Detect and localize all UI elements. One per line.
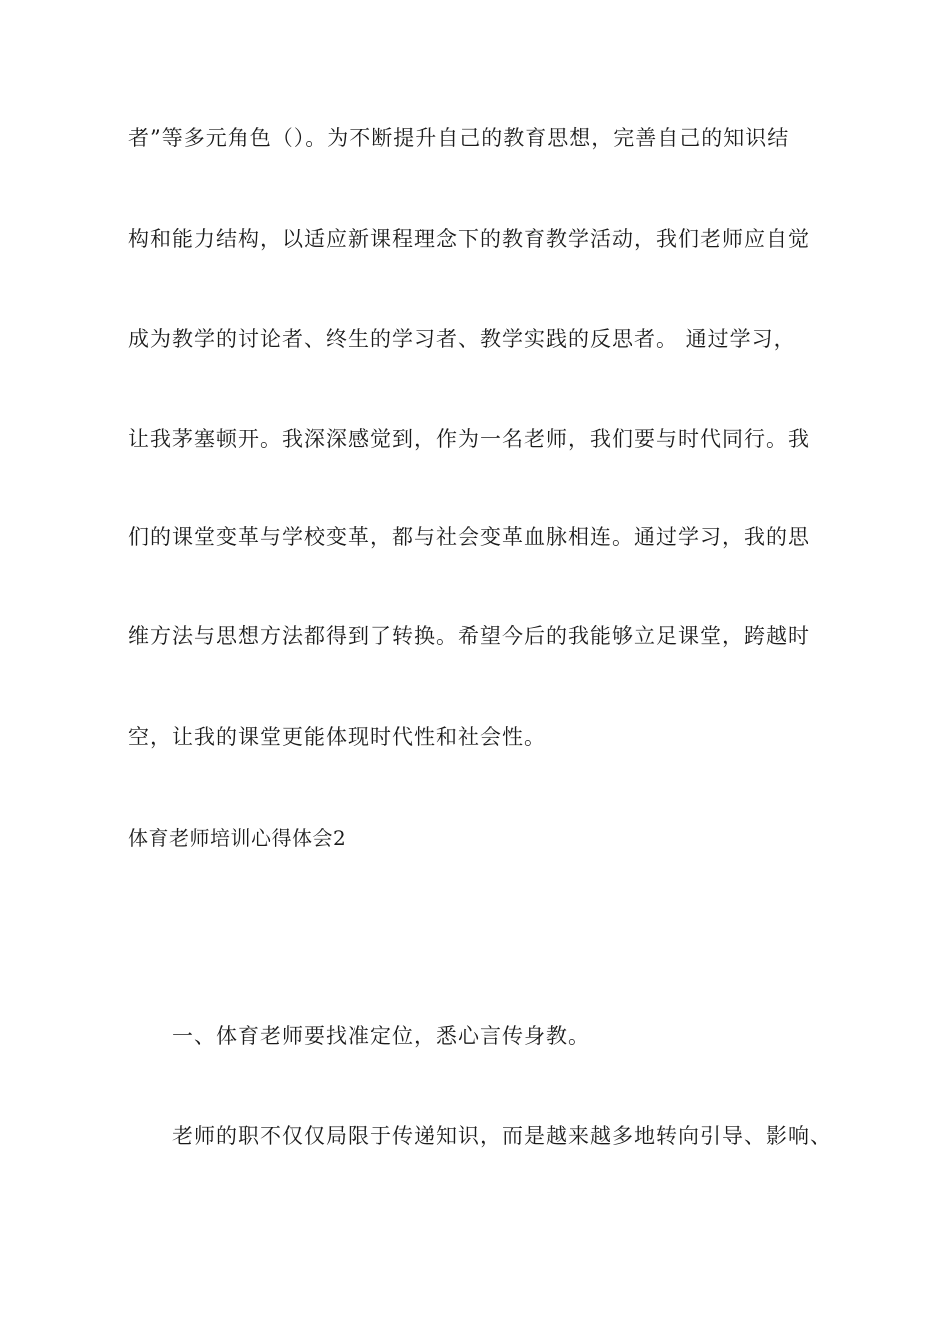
body-line-7: 空，让我的课堂更能体现时代性和社会性。: [128, 725, 546, 749]
paragraph-start: 老师的职不仅仅局限于传递知识，而是越来越多地转向引导、影响、: [172, 1124, 832, 1148]
body-line-5: 们的课堂变革与学校变革，都与社会变革血脉相连。通过学习，我的思: [128, 525, 810, 549]
body-line-4: 让我茅塞顿开。我深深感觉到，作为一名老师，我们要与时代同行。我: [128, 427, 810, 451]
body-line-2: 构和能力结构，以适应新课程理念下的教育教学活动，我们老师应自觉: [128, 227, 810, 251]
body-line-6: 维方法与思想方法都得到了转换。希望今后的我能够立足课堂，跨越时: [128, 624, 810, 648]
body-line-3: 成为教学的讨论者、终生的学习者、教学实践的反思者。 通过学习，: [128, 327, 796, 351]
subheading: 一、体育老师要找准定位，悉心言传身教。: [172, 1024, 590, 1048]
section-title: 体育老师培训心得体会2: [128, 826, 347, 850]
body-line-1: 者”等多元角色（）。为不断提升自己的教育思想，完善自己的知识结: [128, 126, 790, 150]
